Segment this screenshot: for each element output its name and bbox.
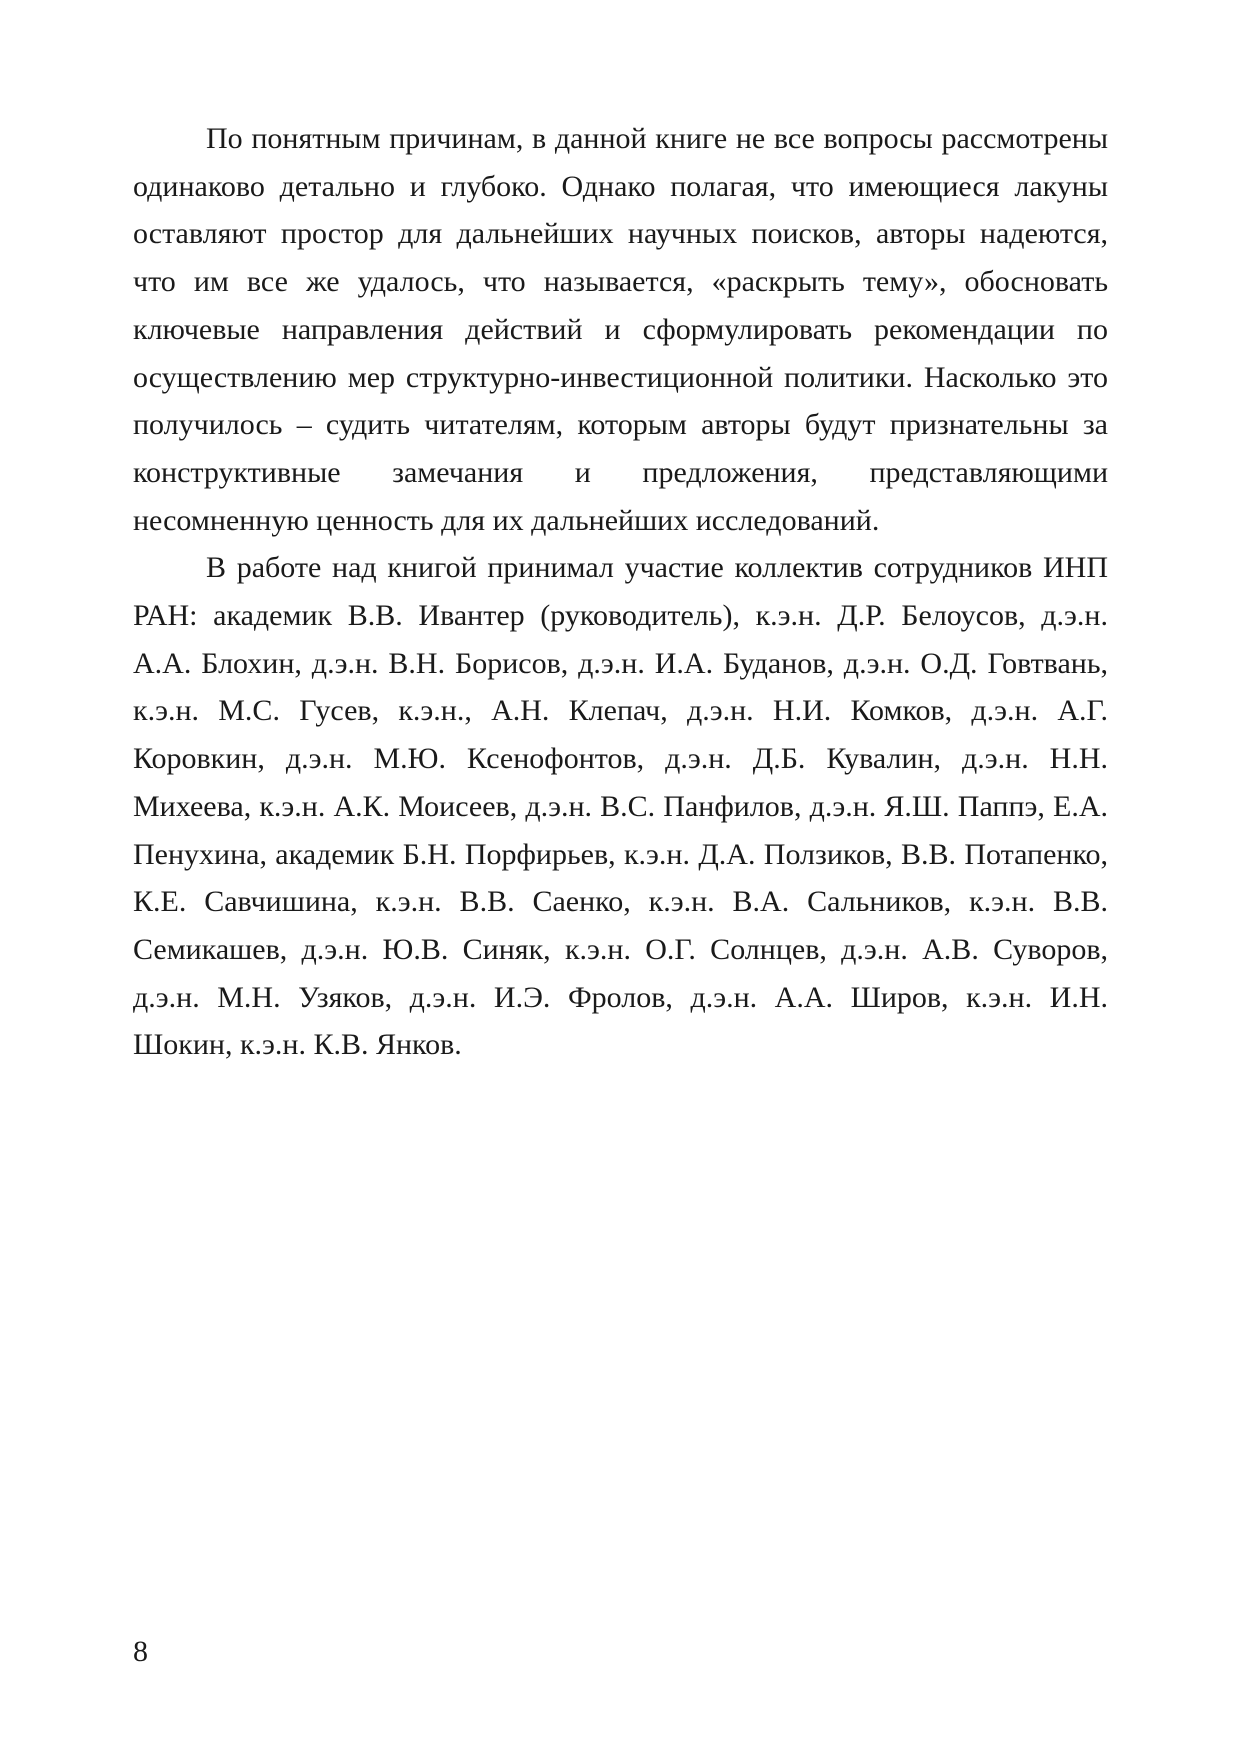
body-text [133, 115, 1108, 1069]
paragraph-contributors: В работе над книгой принимал участие коллектив сотрудников ИНП РАН: академик В.В. Ивантер (руководитель), к.э.н. Д.Р. Белоусов, д.э.н. А.А. Блохин, д.э.н. В.Н. Борисов, д.э.н. И.А. Буданов, д.э.н. О.Д. Говтвань, к.э.н. М.С. Гусев, к.э.н., А.Н. Клепач, д.э.н. Н.И. Комков, д.э.н. А.Г. Коровкин, д.э.н. М.Ю. Ксенофонтов, д.э.н. Д.Б. Кувалин, д.э.н. Н.Н. Михеева, к.э.н. А.К. Моисеев, д.э.н. В.С. Панфилов, д.э.н. Я.Ш. Паппэ, Е.А. Пенухина, академик Б.Н. Порфирьев, к.э.н. Д.А. Ползиков, В.В. Потапенко, К.Е. Савчишина, к.э.н. В.В. Саенко, к.э.н. В.А. Сальников, к.э.н. В.В. Семикашев, д.э.н. Ю.В. Синяк, к.э.н. О.Г. Солнцев, д.э.н. А.В. Суворов, д.э.н. М.Н. Узяков, д.э.н. И.Э. Фролов, д.э.н. А.А. Широв, к.э.н. И.Н. Шокин, к.э.н. К.В. Янков. [133, 551, 1108, 1062]
page-number: 8 [133, 1635, 148, 1668]
paragraph-conclusion: По понятным причинам, в данной книге не все вопросы рассмотрены одинаково детально и глубоко. Однако полагая, что имеющиеся лакуны оставляют простор для дальнейших научных поисков, авторы надеются, что им все же удалось, что называется, «раскрыть тему», обосновать ключевые направления действий и сформулировать рекомендации по осуществлению мер структурно-инвестиционной политики. Насколько это получилось – судить читателям, которым авторы будут признательны за конструктивные замечания и предложения, представляющими несомненную ценность для их дальнейших исследований. [133, 122, 1108, 537]
